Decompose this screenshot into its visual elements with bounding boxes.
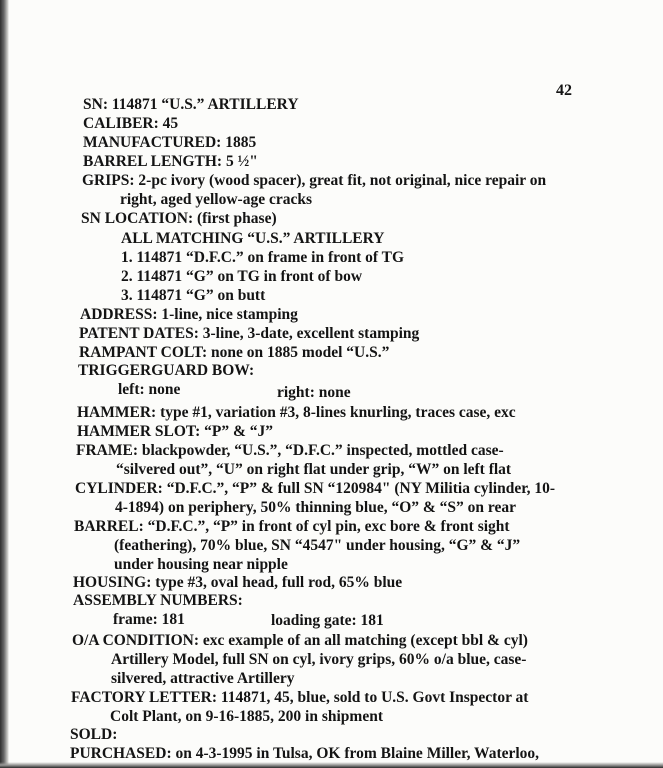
housing-line: HOUSING: type #3, oval head, full rod, 65% blue	[73, 574, 403, 591]
hammer-slot-line: HAMMER SLOT: “P” & “J”	[77, 423, 274, 440]
sn-location-item-1: 1. 114871 “D.F.C.” on frame in front of TG	[121, 249, 405, 266]
assembly-loading-gate: loading gate: 181	[271, 612, 384, 629]
factory-letter-continuation: Colt Plant, on 9-16-1885, 200 in shipment	[110, 708, 383, 725]
triggerguard-bow-line: TRIGGERGUARD BOW:	[78, 362, 255, 379]
manufactured-line: MANUFACTURED: 1885	[83, 134, 257, 151]
cylinder-continuation: 4-1894) on periphery, 50% thinning blue, “O” & “S” on rear	[115, 499, 517, 516]
page-number: 42	[556, 82, 572, 99]
assembly-frame: frame: 181	[113, 611, 185, 628]
hammer-line: HAMMER: type #1, variation #3, 8-lines knurling, traces case, exc	[77, 404, 516, 421]
oa-condition-continuation-1: Artillery Model, full SN on cyl, ivory grips, 60% o/a blue, case-	[111, 651, 527, 668]
barrel-line: BARREL: “D.F.C.”, “P” in front of cyl pin, exc bore & front sight	[74, 518, 510, 535]
barrel-length-line: BARREL LENGTH: 5 ½"	[83, 153, 258, 170]
serial-number-line: SN: 114871 “U.S.” ARTILLERY	[83, 96, 299, 113]
address-line: ADDRESS: 1-line, nice stamping	[80, 306, 298, 323]
grips-continuation: right, aged yellow-age cracks	[120, 191, 312, 208]
frame-line: FRAME: blackpowder, “U.S.”, “D.F.C.” inspected, mottled case-	[76, 442, 504, 459]
triggerguard-right: right: none	[277, 384, 351, 401]
caliber-line: CALIBER: 45	[83, 115, 179, 132]
oa-condition-continuation-2: silvered, attractive Artillery	[111, 670, 295, 687]
factory-letter-line: FACTORY LETTER: 114871, 45, blue, sold to U.S. Govt Inspector at	[71, 689, 529, 706]
triggerguard-left: left: none	[118, 381, 181, 398]
rampant-colt-line: RAMPANT COLT: none on 1885 model “U.S.”	[79, 344, 390, 361]
oa-condition-line: O/A CONDITION: exc example of an all matching (except bbl & cyl)	[72, 632, 528, 649]
all-matching-line: ALL MATCHING “U.S.” ARTILLERY	[121, 230, 385, 247]
barrel-continuation-1: (feathering), 70% blue, SN “4547" under housing, “G” & “J”	[114, 537, 521, 554]
barrel-continuation-2: under housing near nipple	[114, 556, 288, 573]
purchased-line: PURCHASED: on 4-3-1995 in Tulsa, OK from Blaine Miller, Waterloo,	[70, 745, 540, 762]
sn-location-item-2: 2. 114871 “G” on TG in front of bow	[121, 268, 363, 285]
cylinder-line: CYLINDER: “D.F.C.”, “P” & full SN “120984" (NY Militia cylinder, 10-	[75, 480, 556, 497]
sn-location-line: SN LOCATION: (first phase)	[81, 210, 277, 227]
grips-line: GRIPS: 2-pc ivory (wood spacer), great fit, not original, nice repair on	[82, 172, 547, 189]
frame-continuation: “silvered out”, “U” on right flat under grip, “W” on left flat	[116, 461, 512, 478]
scan-left-edge	[0, 0, 9, 768]
assembly-numbers-line: ASSEMBLY NUMBERS:	[73, 592, 243, 609]
sold-line: SOLD:	[70, 726, 118, 743]
sn-location-item-3: 3. 114871 “G” on butt	[121, 287, 266, 304]
patent-dates-line: PATENT DATES: 3-line, 3-date, excellent stamping	[79, 325, 420, 342]
